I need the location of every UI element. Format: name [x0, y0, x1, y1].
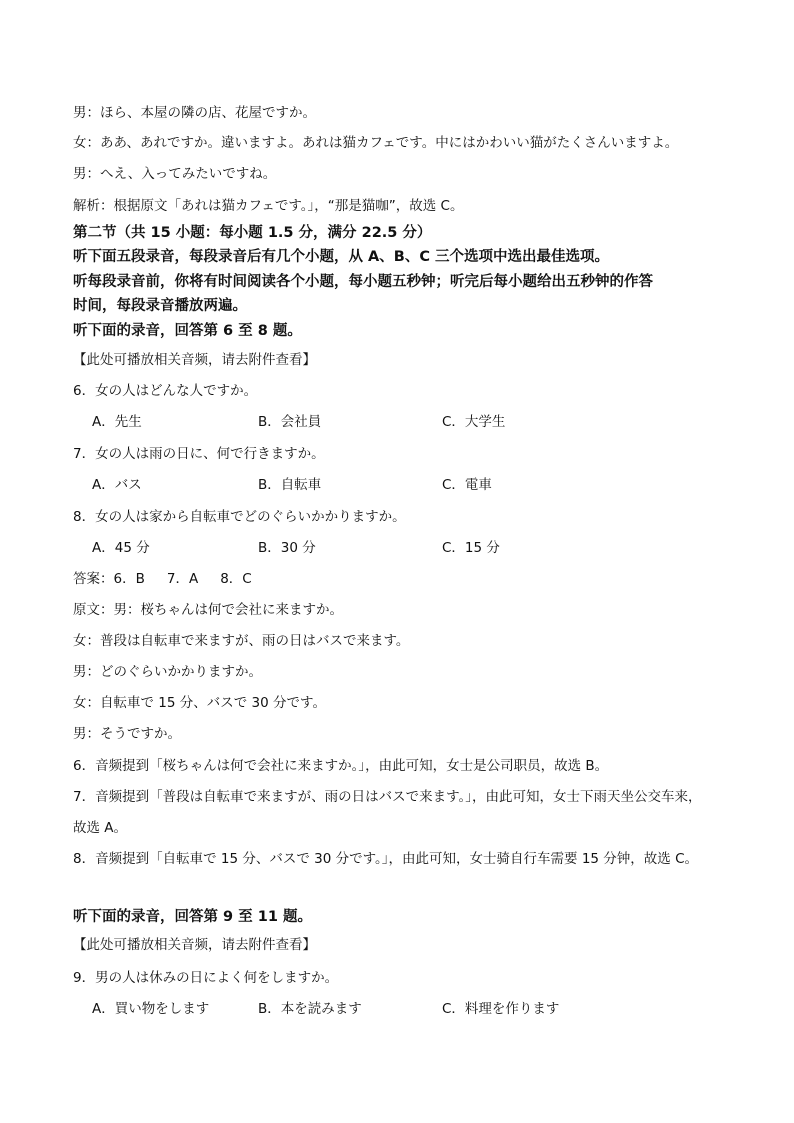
answer-item: 7．A	[166, 571, 199, 587]
answer-label: 答案：	[73, 571, 114, 587]
option-c: C．料理を作ります	[442, 1001, 560, 1017]
analysis-line: 解析：根据原文「あれは猫カフェです。」，“那是猫咖”，故选 C。	[73, 198, 464, 214]
transcript-line: 女：ああ、あれですか。違いますよ。あれは猫カフェです。中にはかわいい猫がたくさんいますよ。	[73, 135, 679, 151]
group-prompt: 听下面的录音，回答第 6 至 8 题。	[73, 323, 302, 339]
instruction-line: 听下面五段录音，每段录音后有几个小题，从 A、B、C 三个选项中选出最佳选项。	[73, 249, 610, 265]
option-b: B．30 分	[258, 540, 316, 556]
transcript-line: 原文：男：桜ちゃんは何で会社に来ますか。	[73, 602, 343, 618]
analysis-line: 6．音频提到「桜ちゃんは何で会社に来ますか。」，由此可知，女士是公司职员，故选 B。	[73, 758, 609, 774]
option-a: A．45 分	[92, 540, 150, 556]
option-a: A．買い物をします	[92, 1001, 210, 1017]
question-text: 8．女の人は家から自転車でどのぐらいかかりますか。	[73, 509, 406, 525]
question-text: 6．女の人はどんな人ですか。	[73, 383, 258, 399]
answer-line	[73, 570, 274, 588]
transcript-line: 女：自転車で 15 分、バスで 30 分です。	[73, 695, 326, 711]
option-b: B．本を読みます	[258, 1001, 362, 1017]
audio-note: 【此处可播放相关音频，请去附件查看】	[73, 352, 316, 368]
instruction-line: 时间，每段录音播放两遍。	[73, 298, 247, 314]
analysis-line: 8．音频提到「自転車で 15 分、バスで 30 分です。」，由此可知，女士骑自行车需要 15 分钟，故选 C。	[73, 851, 699, 867]
transcript-line: 男：ほら、本屋の隣の店、花屋ですか。	[73, 105, 316, 121]
option-b: B．自転車	[258, 477, 322, 493]
option-c: C．電車	[442, 477, 492, 493]
analysis-line: 故选 A。	[73, 820, 128, 836]
option-a: A．バス	[92, 477, 142, 493]
instruction-line: 听每段录音前，你将有时间阅读各个小题，每小题五秒钟；听完后每小题给出五秒钟的作答	[73, 274, 653, 290]
transcript-line: 男：そうですか。	[73, 726, 181, 742]
answer-item: 6．B	[113, 571, 145, 587]
option-c: C．大学生	[442, 414, 506, 430]
question-text: 9．男の人は休みの日によく何をしますか。	[73, 970, 339, 986]
answer-item: 8．C	[220, 571, 252, 587]
option-b: B．会社員	[258, 414, 322, 430]
option-c: C．15 分	[442, 540, 500, 556]
group-prompt: 听下面的录音，回答第 9 至 11 题。	[73, 909, 312, 925]
transcript-line: 女：普段は自転車で来ますが、雨の日はバスで来ます。	[73, 633, 410, 649]
analysis-line: 7．音频提到「普段は自転車で来ますが、雨の日はバスで来ます。」，由此可知，女士下雨天坐公交车来，	[73, 789, 702, 805]
transcript-line: 男：へえ、入ってみたいですね。	[73, 166, 277, 182]
transcript-line: 男：どのぐらいかかりますか。	[73, 664, 262, 680]
option-a: A．先生	[92, 414, 142, 430]
question-text: 7．女の人は雨の日に、何で行きますか。	[73, 446, 325, 462]
audio-note: 【此处可播放相关音频，请去附件查看】	[73, 937, 316, 953]
section-heading: 第二节（共 15 小题：每小题 1.5 分，满分 22.5 分）	[73, 225, 432, 241]
